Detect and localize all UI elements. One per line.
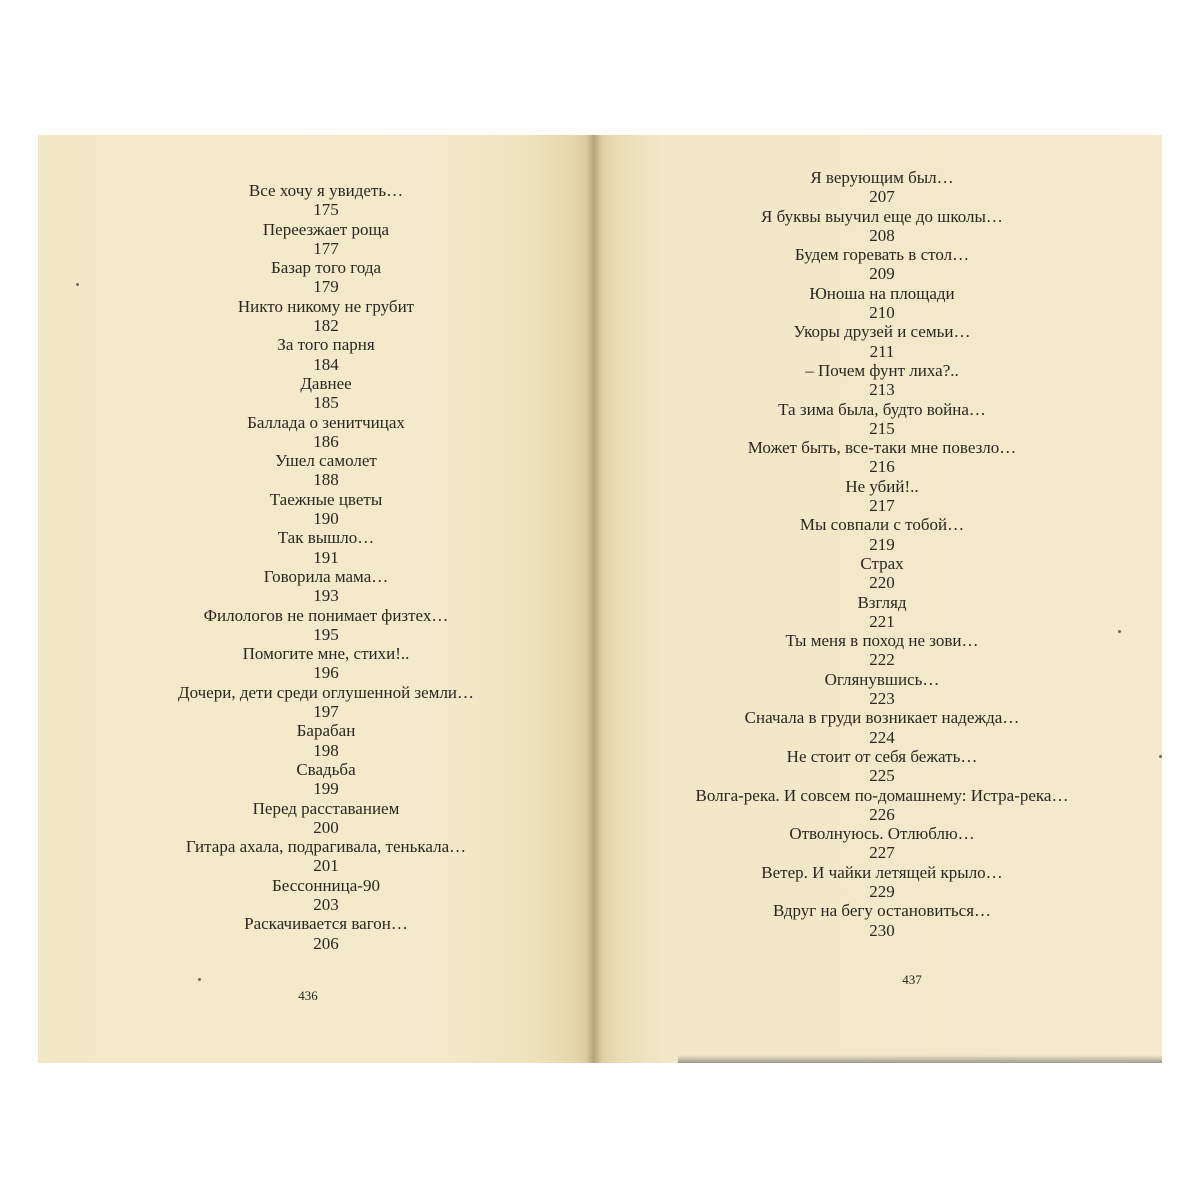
toc-entry xyxy=(594,901,1162,940)
toc-entry-title: Сначала в груди возникает надежда… xyxy=(744,708,1020,728)
ink-speck xyxy=(198,978,201,981)
toc-entry-page-number: 216 xyxy=(869,457,895,477)
toc-entry-page-number: 175 xyxy=(313,200,339,220)
toc-entry-title: Баллада о зенитчицах xyxy=(247,412,405,432)
toc-entry-page-number: 206 xyxy=(313,933,339,953)
toc-entry-page-number: 219 xyxy=(869,534,895,554)
left-page xyxy=(38,135,594,1063)
toc-entry xyxy=(38,181,594,220)
toc-entry-page-number: 210 xyxy=(869,303,895,323)
toc-entry-page-number: 209 xyxy=(869,264,895,284)
toc-entry-title: Я буквы выучил еще до школы… xyxy=(761,206,1003,226)
toc-entry xyxy=(594,284,1162,323)
toc-entry xyxy=(594,168,1162,207)
toc-list-left xyxy=(38,181,594,953)
toc-entry xyxy=(594,593,1162,632)
toc-entry xyxy=(38,451,594,490)
toc-entry xyxy=(38,914,594,953)
toc-entry-title: Взгляд xyxy=(857,592,907,612)
toc-entry-title: – Почем фунт лиха?.. xyxy=(805,360,959,380)
toc-entry-title: За того парня xyxy=(277,335,375,355)
ink-speck xyxy=(1118,630,1121,633)
toc-entry xyxy=(594,863,1162,902)
toc-entry-title: Базар того года xyxy=(270,258,382,278)
toc-entry xyxy=(594,400,1162,439)
toc-entry-page-number: 221 xyxy=(869,611,895,631)
toc-entry xyxy=(38,683,594,722)
toc-entry-page-number: 186 xyxy=(313,431,339,451)
toc-entry-page-number: 208 xyxy=(869,225,895,245)
toc-list-right xyxy=(594,168,1162,940)
toc-entry xyxy=(594,786,1162,825)
toc-entry xyxy=(38,644,594,683)
toc-entry-page-number: 217 xyxy=(869,496,895,516)
toc-entry-title: Я верующим был… xyxy=(810,168,954,187)
toc-entry-title: Все хочу я увидеть… xyxy=(248,181,404,200)
toc-entry-page-number: 193 xyxy=(313,586,339,606)
toc-entry-page-number: 195 xyxy=(313,624,339,644)
toc-entry-page-number: 190 xyxy=(313,509,339,529)
toc-entry-title: Филологов не понимает физтех… xyxy=(203,605,449,625)
toc-entry-title: Отволнуюсь. Отлюблю… xyxy=(789,824,975,844)
toc-entry-page-number: 230 xyxy=(869,920,895,940)
toc-entry xyxy=(594,631,1162,670)
toc-entry-title: Барабан xyxy=(296,721,356,741)
page-edge-shadow xyxy=(678,1055,1162,1063)
toc-entry-title: Страх xyxy=(860,553,904,573)
toc-entry-title: Ты меня в поход не зови… xyxy=(785,631,979,651)
toc-entry-page-number: 215 xyxy=(869,418,895,438)
toc-entry-title: Оглянувшись… xyxy=(824,669,940,689)
toc-entry xyxy=(594,708,1162,747)
toc-entry-title: Будем горевать в стол… xyxy=(794,245,970,265)
toc-entry-page-number: 220 xyxy=(869,573,895,593)
toc-entry xyxy=(594,361,1162,400)
toc-entry-page-number: 211 xyxy=(869,341,895,361)
right-page xyxy=(594,135,1162,1063)
toc-entry xyxy=(594,207,1162,246)
toc-entry-page-number: 203 xyxy=(313,894,339,914)
toc-entry xyxy=(594,515,1162,554)
toc-entry xyxy=(38,220,594,259)
toc-entry-title: Свадьба xyxy=(296,759,356,779)
toc-entry xyxy=(38,297,594,336)
toc-entry xyxy=(38,528,594,567)
toc-entry xyxy=(594,670,1162,709)
toc-entry-title: Таежные цветы xyxy=(269,489,383,509)
toc-entry-page-number: 191 xyxy=(313,547,339,567)
toc-entry-page-number: 227 xyxy=(869,843,895,863)
toc-entry-page-number: 198 xyxy=(313,740,339,760)
toc-entry-page-number: 223 xyxy=(869,689,895,709)
toc-entry-title: Ушел самолет xyxy=(275,451,377,471)
toc-entry-page-number: 188 xyxy=(313,470,339,490)
toc-entry xyxy=(594,747,1162,786)
toc-entry xyxy=(38,760,594,799)
toc-entry-page-number: 185 xyxy=(313,393,339,413)
toc-entry-title: Помогите мне, стихи!.. xyxy=(242,644,410,664)
toc-entry xyxy=(38,606,594,645)
toc-entry-title: Мы совпали с тобой… xyxy=(799,515,965,535)
toc-entry xyxy=(38,258,594,297)
toc-entry-title: Может быть, все-таки мне повезло… xyxy=(747,438,1017,458)
toc-entry-page-number: 207 xyxy=(869,187,895,207)
toc-entry-page-number: 225 xyxy=(869,766,895,786)
toc-entry-title: Ветер. И чайки летящей крыло… xyxy=(761,862,1003,882)
toc-entry xyxy=(38,490,594,529)
toc-entry-title: Волга-река. И совсем по-домашнему: Истра-река… xyxy=(695,785,1069,805)
toc-entry xyxy=(594,322,1162,361)
toc-entry-title: Та зима была, будто война… xyxy=(778,399,986,419)
toc-entry xyxy=(38,799,594,838)
book-spread xyxy=(38,135,1162,1063)
toc-entry-title: Так вышло… xyxy=(277,528,375,548)
toc-entry xyxy=(594,245,1162,284)
toc-entry-title: Перед расставанием xyxy=(252,798,400,818)
toc-entry-page-number: 224 xyxy=(869,727,895,747)
toc-entry xyxy=(38,374,594,413)
toc-entry xyxy=(38,567,594,606)
toc-entry xyxy=(594,824,1162,863)
toc-entry-title: Не убий!.. xyxy=(845,476,919,496)
page-number-left: 436 xyxy=(298,988,318,1003)
toc-entry xyxy=(38,335,594,374)
toc-entry-title: Дочери, дети среди оглушенной земли… xyxy=(177,682,475,702)
ink-speck xyxy=(76,283,79,286)
toc-entry xyxy=(594,477,1162,516)
toc-entry-page-number: 222 xyxy=(869,650,895,670)
toc-entry-page-number: 226 xyxy=(869,804,895,824)
toc-entry-page-number: 199 xyxy=(313,779,339,799)
toc-entry-title: Не стоит от себя бежать… xyxy=(786,746,978,766)
toc-entry-page-number: 179 xyxy=(313,277,339,297)
toc-entry-page-number: 213 xyxy=(869,380,895,400)
book-gutter xyxy=(586,135,602,1063)
toc-entry-page-number: 182 xyxy=(313,316,339,336)
toc-entry xyxy=(38,837,594,876)
toc-entry-title: Вдруг на бегу остановиться… xyxy=(772,901,992,921)
toc-entry-title: Укоры друзей и семьи… xyxy=(793,322,971,342)
toc-entry-page-number: 196 xyxy=(313,663,339,683)
toc-entry-title: Бессонница-90 xyxy=(272,875,380,895)
toc-entry-title: Переезжает роща xyxy=(262,219,390,239)
toc-entry-title: Говорила мама… xyxy=(263,566,389,586)
toc-entry-page-number: 177 xyxy=(313,238,339,258)
toc-entry-title: Юноша на площади xyxy=(809,283,955,303)
toc-entry-page-number: 201 xyxy=(313,856,339,876)
ink-speck xyxy=(1159,755,1162,758)
toc-entry-page-number: 200 xyxy=(313,817,339,837)
toc-entry xyxy=(594,554,1162,593)
toc-entry-page-number: 184 xyxy=(313,354,339,374)
toc-entry-page-number: 197 xyxy=(313,702,339,722)
toc-entry xyxy=(38,413,594,452)
toc-entry-title: Раскачивается вагон… xyxy=(244,914,408,934)
toc-entry-page-number: 229 xyxy=(869,881,895,901)
toc-entry xyxy=(594,438,1162,477)
toc-entry xyxy=(38,721,594,760)
toc-entry-title: Никто никому не грубит xyxy=(237,296,415,316)
toc-entry xyxy=(38,876,594,915)
page-number-right: 437 xyxy=(902,972,922,987)
toc-entry-title: Давнее xyxy=(300,373,352,393)
toc-entry-title: Гитара ахала, подрагивала, тенькала… xyxy=(185,837,467,857)
